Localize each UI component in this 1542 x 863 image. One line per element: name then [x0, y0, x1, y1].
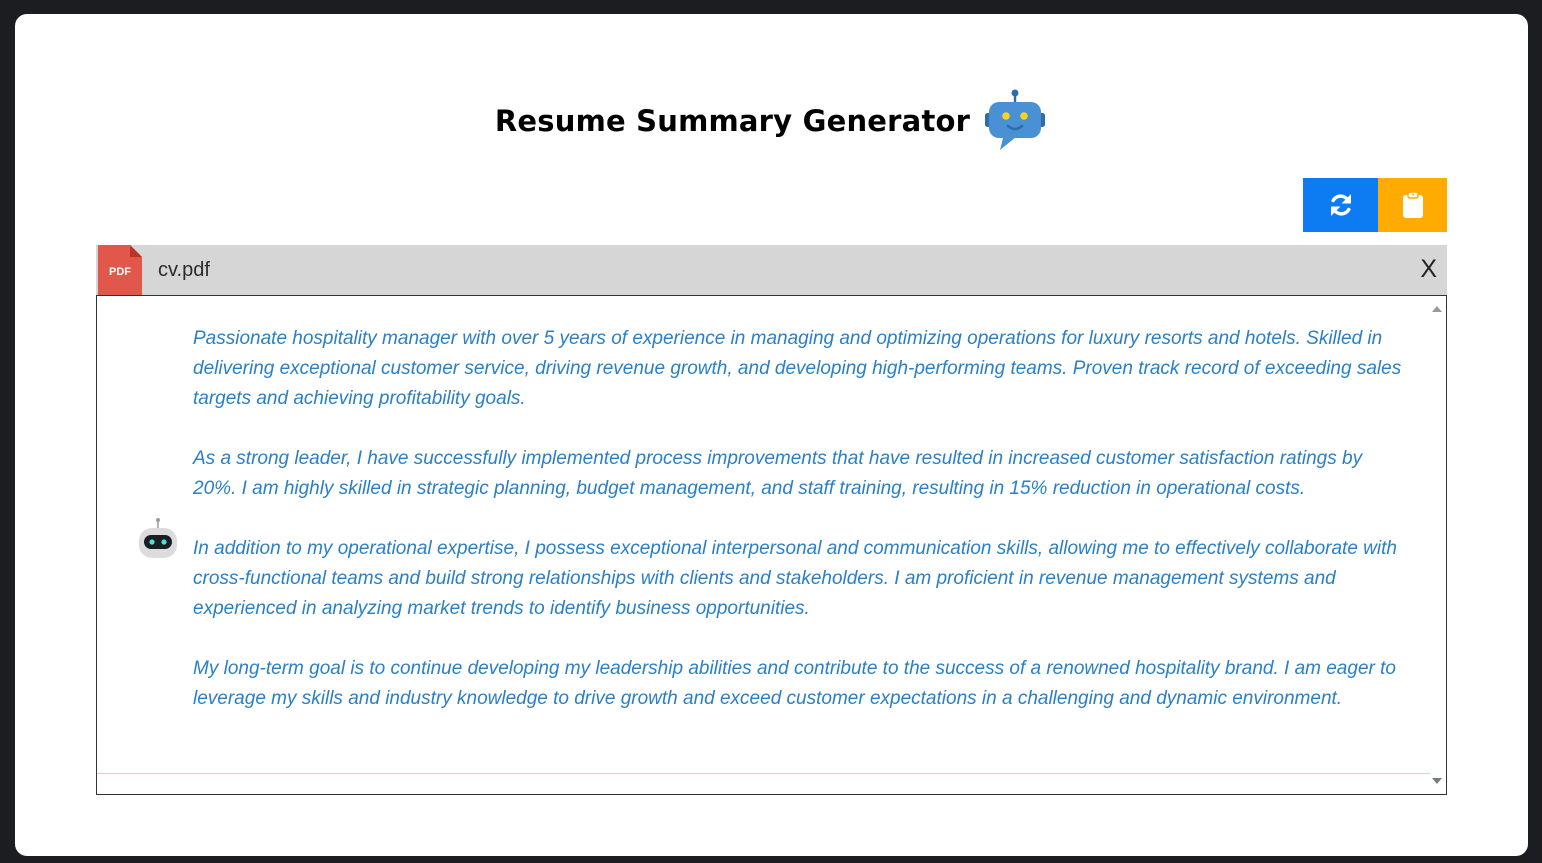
scroll-down-arrow[interactable]: [1432, 778, 1442, 784]
pdf-file-icon: [98, 245, 142, 295]
file-name: cv.pdf: [158, 258, 210, 281]
summary-paragraph: In addition to my operational expertise, I possess exceptional interpersonal and communication skills, allowing me to effectively collaborate with cross-functional teams and build strong relationships with clients and stakeholders. I am proficient in revenue management systems and experienced in analyzing market trends to identify business opportunities.: [193, 538, 1397, 619]
file-bar: [96, 245, 1447, 295]
scroll-up-arrow[interactable]: [1432, 306, 1442, 312]
bot-avatar-icon: [136, 517, 180, 561]
summary-paragraph: As a strong leader, I have successfully implemented process improvements that have resulted in increased customer satisfaction ratings by 20%. I am highly skilled in strategic planning, budget management, and staff training, resulting in 15% reduction in operational costs.: [193, 448, 1363, 499]
summary-output[interactable]: [96, 295, 1447, 795]
pdf-type-label: PDF: [109, 266, 131, 278]
close-file-button[interactable]: X: [1420, 255, 1437, 283]
summary-paragraph: My long-term goal is to continue developing my leadership abilities and contribute to the success of a renowned hospitality brand. I am eager to leverage my skills and industry knowledge to drive growth and exceed customer expectations in a challenging and dynamic environment.: [193, 658, 1396, 709]
summary-paragraph: Passionate hospitality manager with over 5 years of experience in managing and optimizing operations for luxury resorts and hotels. Skilled in delivering exceptional customer service, driving revenue growth, and developing high-performing teams. Proven track record of exceeding sales targets and achieving profitability goals.: [193, 328, 1402, 409]
refresh-icon: [1327, 191, 1355, 219]
page-header: [15, 88, 1528, 154]
regenerate-button[interactable]: [1303, 178, 1378, 232]
action-buttons: [1303, 178, 1447, 232]
copy-button[interactable]: [1378, 178, 1447, 232]
app-card: [15, 14, 1528, 856]
summary-text: [193, 324, 1403, 744]
clipboard-icon: [1402, 191, 1424, 219]
robot-logo-icon: [982, 88, 1048, 154]
divider: [97, 773, 1430, 774]
page-title: Resume Summary Generator: [494, 104, 971, 138]
